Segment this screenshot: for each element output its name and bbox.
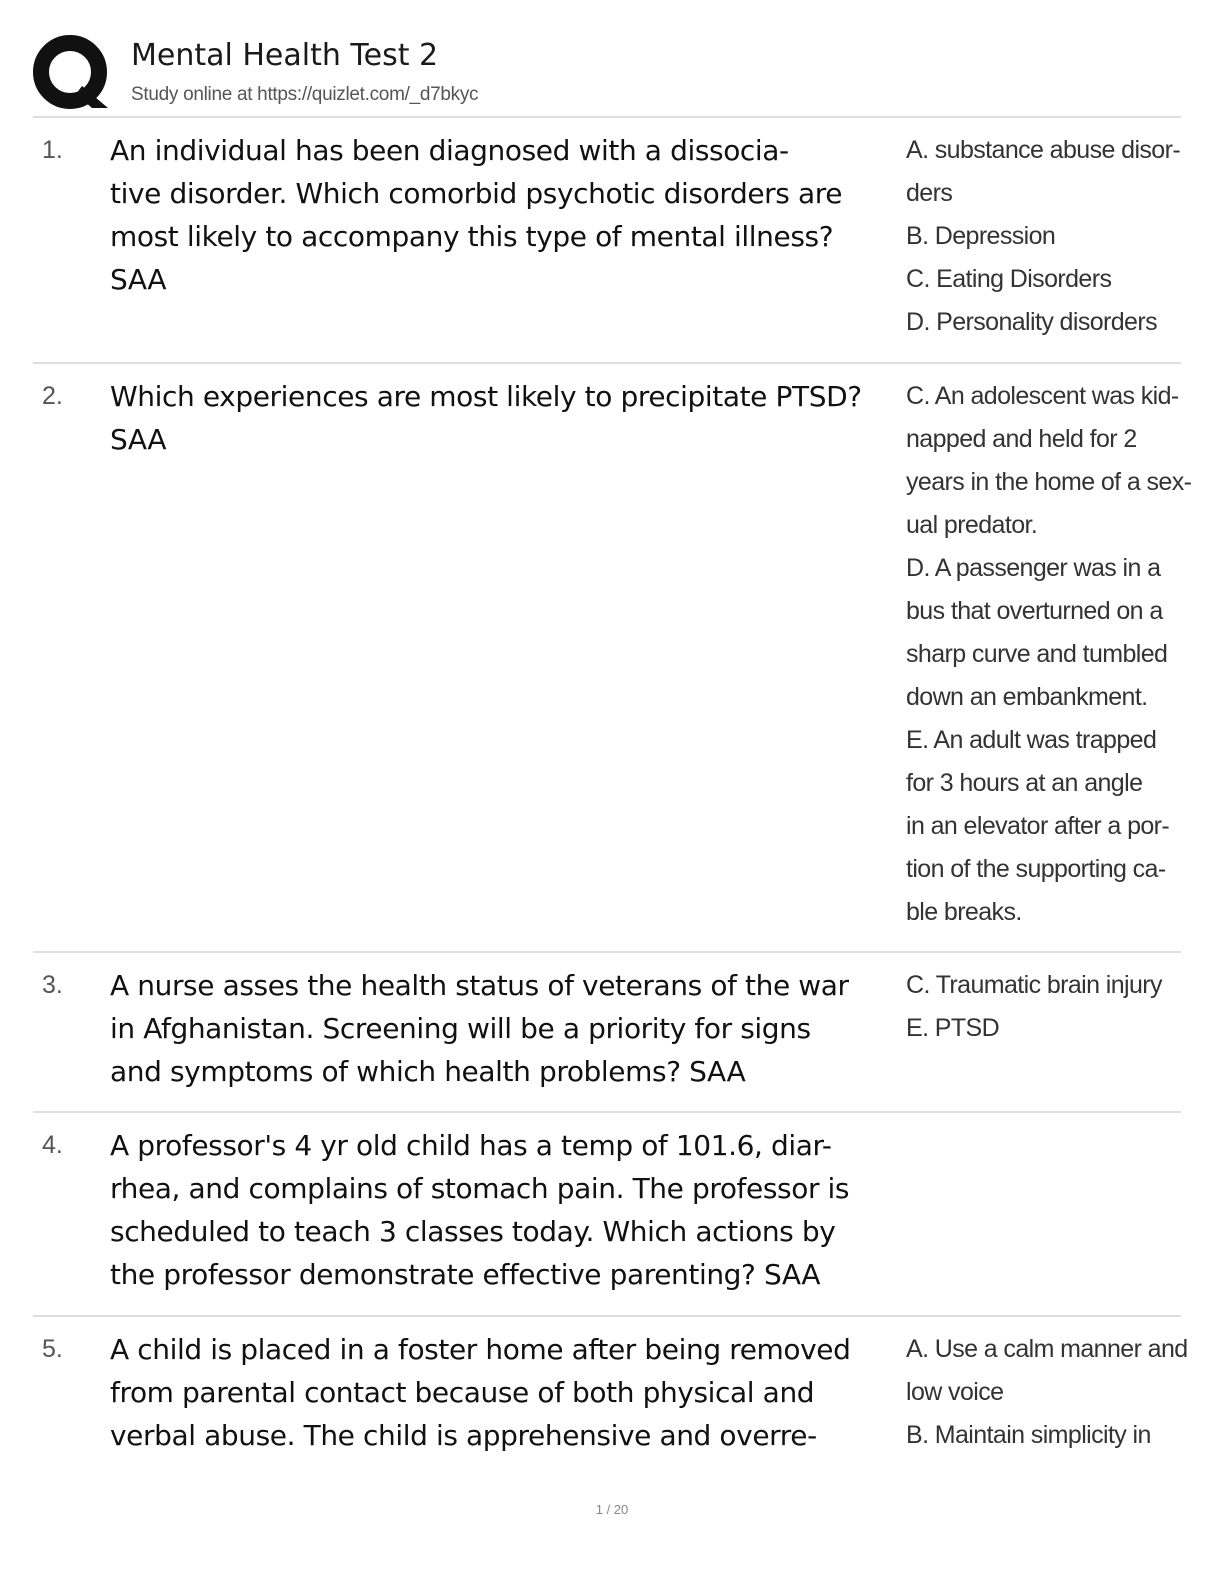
question-line: verbal abuse. The child is apprehensive and overre- — [110, 1419, 817, 1452]
answer-line: years in the home of a sex- — [906, 468, 1192, 496]
answer-line: C. An adolescent was kid- — [906, 382, 1179, 410]
question-line: most likely to accompany this type of mental illness? — [110, 220, 834, 253]
question-line: A nurse asses the health status of veterans of the war — [110, 969, 849, 1002]
card-number: 1. — [42, 136, 63, 164]
card-divider — [33, 362, 1181, 364]
answer-line: in an elevator after a por- — [906, 812, 1170, 840]
question-line: A child is placed in a foster home after being removed — [110, 1333, 851, 1366]
card-question — [110, 129, 910, 301]
question-line: from parental contact because of both physical and — [110, 1376, 815, 1409]
answer-line: ble breaks. — [906, 898, 1022, 926]
question-line: rhea, and complains of stomach pain. The professor is — [110, 1172, 850, 1205]
question-line: the professor demonstrate effective parenting? SAA — [110, 1258, 821, 1291]
card-number: 3. — [42, 971, 63, 999]
question-line: and symptoms of which health problems? SAA — [110, 1055, 746, 1088]
card-divider — [33, 1111, 1181, 1113]
answer-line: ual predator. — [906, 511, 1038, 539]
card-question — [110, 964, 910, 1093]
question-line: tive disorder. Which comorbid psychotic disorders are — [110, 177, 843, 210]
card-answer — [906, 375, 1192, 934]
answer-line: napped and held for 2 — [906, 425, 1137, 453]
answer-line: down an embankment. — [906, 683, 1148, 711]
card-question — [110, 1124, 910, 1296]
card-answer — [906, 964, 1168, 1050]
answer-line: bus that overturned on a — [906, 597, 1163, 625]
answer-line: low voice — [906, 1378, 1004, 1406]
answer-line: A. substance abuse disor- — [906, 136, 1181, 164]
question-line: in Afghanistan. Screening will be a priority for signs — [110, 1012, 811, 1045]
answer-line: B. Maintain simplicity in — [906, 1421, 1151, 1449]
question-line: A professor's 4 yr old child has a temp of 101.6, diar- — [110, 1129, 832, 1162]
answer-line: sharp curve and tumbled — [906, 640, 1168, 668]
answer-line: C. Eating Disorders — [906, 265, 1112, 293]
study-online-link[interactable]: Study online at https://quizlet.com/_d7bkyc — [131, 84, 479, 105]
question-line: SAA — [110, 263, 167, 296]
answer-line: D. Personality disorders — [906, 308, 1157, 336]
card-number: 4. — [42, 1131, 63, 1159]
card-number: 2. — [42, 382, 63, 410]
card-answer — [906, 129, 1181, 344]
flashcard-2 — [33, 375, 1192, 940]
answer-line: for 3 hours at an angle — [906, 769, 1143, 797]
answer-line: A. Use a calm manner and — [906, 1335, 1188, 1363]
flashcard-3 — [33, 964, 1181, 1100]
flashcard-1 — [33, 129, 1181, 351]
answer-line: C. Traumatic brain injury — [906, 971, 1162, 999]
document-title: Mental Health Test 2 — [131, 38, 439, 73]
question-line: scheduled to teach 3 classes today. Which actions by — [110, 1215, 836, 1248]
card-divider — [33, 1315, 1181, 1317]
page-indicator: 1 / 20 — [595, 1502, 629, 1517]
card-divider — [33, 951, 1181, 953]
card-question — [110, 1328, 910, 1457]
question-line: Which experiences are most likely to precipitate PTSD? — [110, 380, 862, 413]
answer-line: D. A passenger was in a — [906, 554, 1161, 582]
card-number: 5. — [42, 1335, 63, 1363]
question-line: An individual has been diagnosed with a dissocia- — [110, 134, 789, 167]
answer-line: E. PTSD — [906, 1014, 1000, 1042]
flashcard-5 — [33, 1328, 1188, 1464]
quizlet-logo-icon — [32, 34, 112, 114]
document-header — [0, 0, 1224, 118]
answer-line: tion of the supporting ca- — [906, 855, 1166, 883]
answer-line: ders — [906, 179, 953, 207]
card-answer — [906, 1328, 1188, 1457]
flashcard-4 — [33, 1124, 1181, 1304]
answer-line: B. Depression — [906, 222, 1056, 250]
question-line: SAA — [110, 423, 167, 456]
answer-line: E. An adult was trapped — [906, 726, 1157, 754]
header-divider — [33, 116, 1181, 118]
card-question — [110, 375, 910, 461]
